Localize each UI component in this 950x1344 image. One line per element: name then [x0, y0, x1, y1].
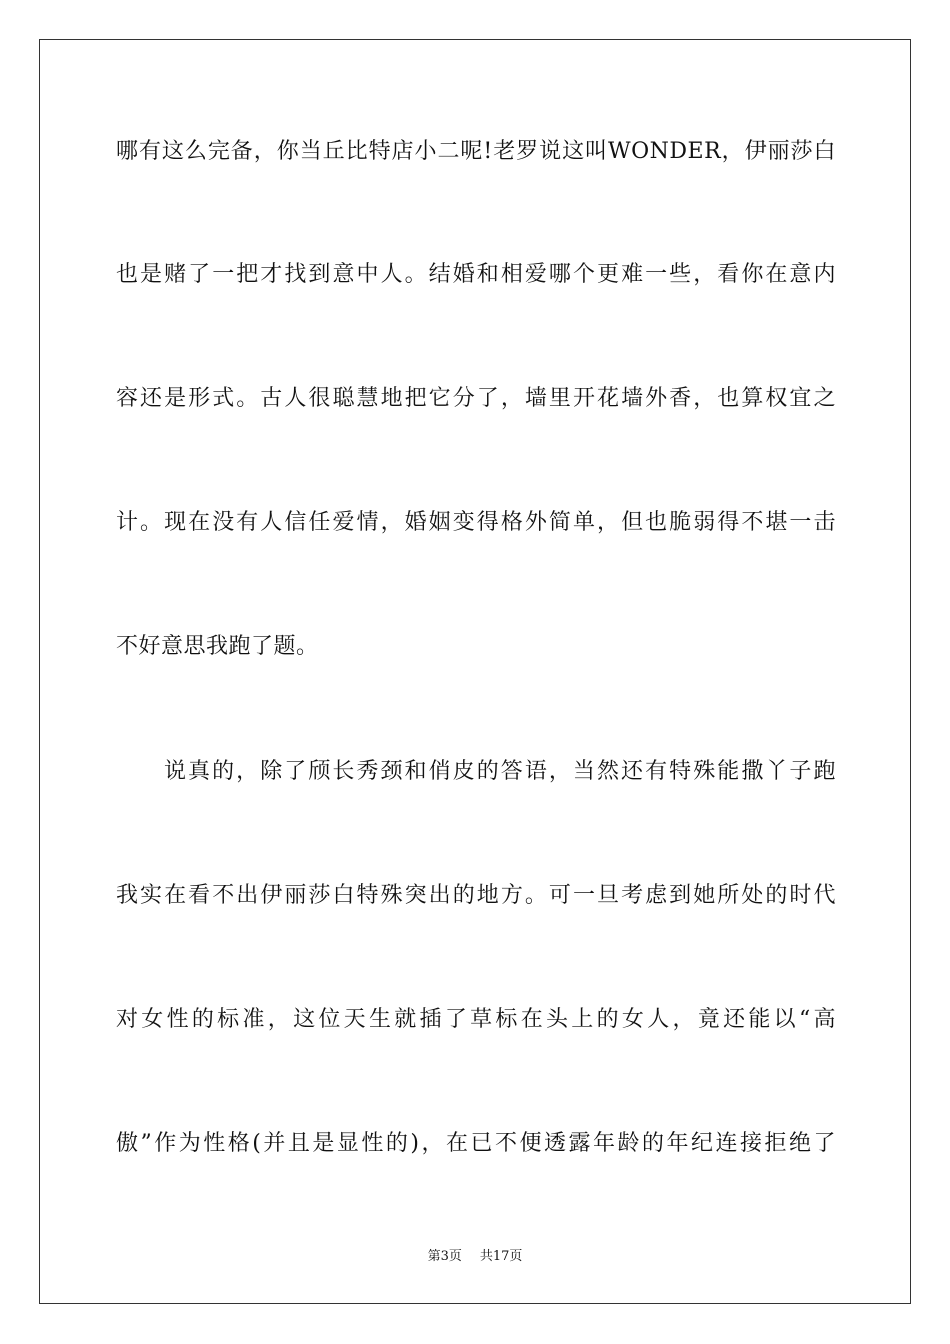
- text-line-1: 哪有这么完备，你当丘比特店小二呢!老罗说这叫WONDER，伊丽莎白: [116, 139, 836, 164]
- page-total: 共17页: [479, 1249, 523, 1264]
- page-number: 第3页: [427, 1249, 462, 1264]
- text-line-3: 容还是形式。古人很聪慧地把它分了，墙里开花墙外香，也算权宜之: [116, 386, 836, 411]
- text-line-9: 傲”作为性格(并且是显性的)，在已不便透露年龄的年纪连接拒绝了: [116, 1131, 836, 1156]
- text-line-2: 也是赌了一把才找到意中人。结婚和相爱哪个更难一些，看你在意内: [116, 262, 836, 287]
- text-line-7: 我实在看不出伊丽莎白特殊突出的地方。可一旦考虑到她所处的时代: [116, 883, 836, 908]
- page-footer: [0, 1248, 950, 1266]
- text-line-8: 对女性的标准，这位天生就插了草标在头上的女人，竟还能以“高: [116, 1007, 836, 1032]
- text-line-6-paragraph-start: 说真的，除了颀长秀颈和俏皮的答语，当然还有特殊能撒丫子跑: [164, 759, 836, 784]
- page-border: [39, 39, 911, 1304]
- text-line-5: 不好意思我跑了题。: [116, 634, 319, 659]
- text-line-4: 计。现在没有人信任爱情，婚姻变得格外简单，但也脆弱得不堪一击: [116, 510, 836, 535]
